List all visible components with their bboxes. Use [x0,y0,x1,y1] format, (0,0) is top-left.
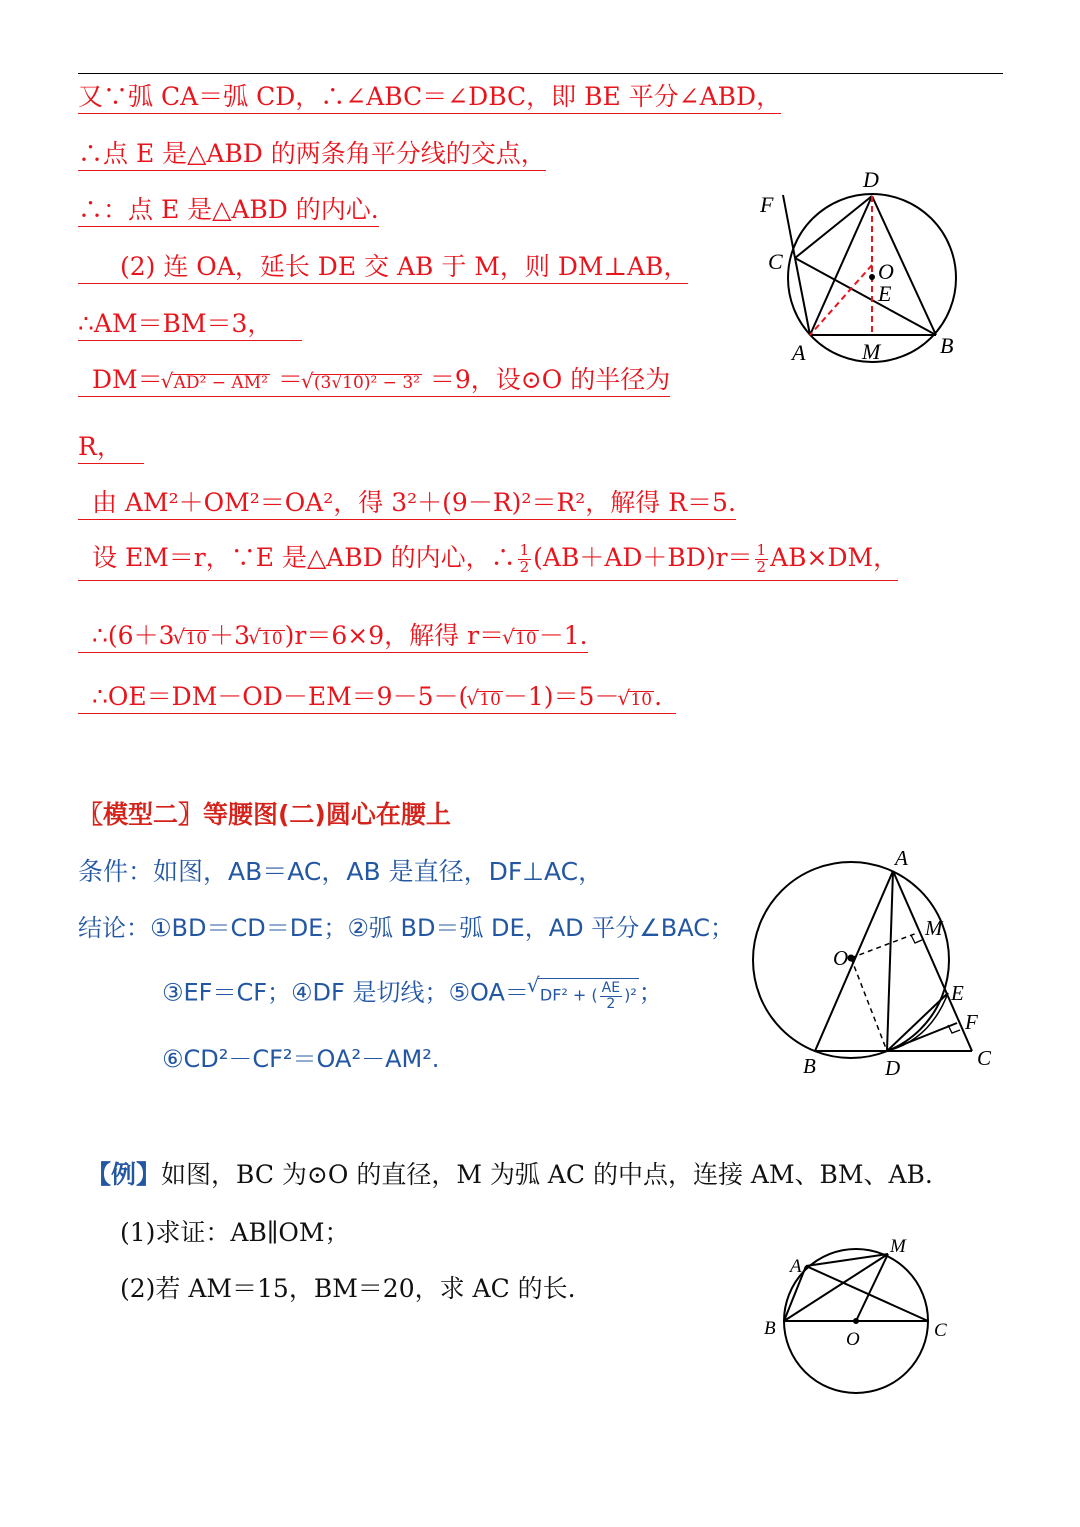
sqrt-3root10: √ (3√10)² − 3² [312,374,422,392]
svg-text:O: O [846,1329,860,1350]
svg-text:O: O [833,946,849,970]
solution-line-8: 由 AM²＋OM²＝OA²，得 3²＋(9－R)²＝R²，解得 R＝5. [78,490,736,520]
svg-text:C: C [768,249,783,274]
solution-line-3: ∴：点 E 是△ABD 的内心. [78,197,379,227]
svg-text:C: C [934,1320,947,1341]
figure-1-incircle-diagram [750,165,980,375]
svg-text:F: F [965,1010,978,1034]
example-tag: 【例】 [86,1160,162,1189]
sqrt-10-e: √ 10 [628,691,654,709]
sqrt-10-c: √ 10 [513,630,539,648]
svg-text:B: B [803,1054,816,1078]
solution-line-11: ∴OE＝DM－OD－EM＝9－5－(√ 10－1)＝5－√ 10. [78,684,676,714]
svg-text:E: E [878,281,892,306]
svg-text:E: E [951,981,964,1005]
svg-text:A: A [792,340,806,365]
figure-3-diameter-diagram [760,1230,960,1405]
model2-conditions: 条件：如图，AB＝AC，AB 是直径，DF⊥AC， [78,857,604,886]
sqrt-df-ae: √ DF² + ( $\frac{AE}{2}$ )² [538,978,639,1011]
example-question-2: (2)若 AM＝15，BM＝20，求 AC 的长. [120,1274,576,1303]
svg-text:F: F [760,192,774,217]
svg-text:A: A [790,1256,802,1277]
sqrt-10-b: √ 10 [259,630,285,648]
solution-line-7: R， [78,434,144,464]
sqrt-ad-am: √ AD² − AM² [172,374,270,392]
top-rule [78,73,1003,74]
fraction-half-1: $\frac{1}{2}$ [519,541,530,576]
svg-text:O: O [878,259,894,284]
svg-text:D: D [885,1056,901,1080]
svg-text:M: M [925,916,943,940]
svg-text:D: D [863,167,879,192]
svg-text:C: C [977,1046,992,1070]
solution-line-9: 设 EM＝r，∵E 是△ABD 的内心，∴ $\frac{1}{2}$ (AB＋AD＋BD)r＝ $\frac{1}{2}$ AB×DM， [78,543,898,581]
sqrt-10-a: √ 10 [183,630,209,648]
svg-text:B: B [764,1318,776,1339]
solution-line-4: (2) 连 OA，延长 DE 交 AB 于 M，则 DM⊥AB， [78,254,688,284]
svg-text:A: A [895,846,908,870]
solution-line-6: DM＝√ AD² − AM² ＝√ (3√10)² − 3² ＝9，设⊙O 的半径为 [78,367,670,397]
fraction-half-2: $\frac{1}{2}$ [756,541,767,576]
model2-conclusion-2: ③EF＝CF；④DF 是切线；⑤OA＝√ DF² + ( $\frac{AE}{2}$ )²； [162,978,663,1011]
model2-conclusion-1: 结论：①BD＝CD＝DE；②弧 BD＝弧 DE，AD 平分∠BAC； [78,914,734,942]
solution-line-10: ∴(6＋3√ 10＋3√ 10)r＝6×9，解得 r＝√ 10－1. [78,623,588,653]
sqrt-10-d: √ 10 [477,691,503,709]
svg-text:B: B [940,333,954,358]
svg-text:M: M [890,1236,906,1257]
svg-text:M: M [862,339,881,364]
example-question-1: (1)求证：AB∥OM； [120,1218,350,1247]
solution-line-1: 又∵弧 CA＝弧 CD，∴∠ABC＝∠DBC，即 BE 平分∠ABD， [78,84,781,114]
example-statement: 【例】如图，BC 为⊙O 的直径，M 为弧 AC 的中点，连接 AM、BM、AB. [86,1160,933,1189]
solution-line-5: ∴AM＝BM＝3， [78,311,302,341]
solution-line-2: ∴点 E 是△ABD 的两条角平分线的交点， [78,141,546,171]
model2-heading: 〖模型二〗等腰图(二)圆心在腰上 [78,800,451,829]
figure-2-isosceles-diagram [745,845,1005,1085]
model2-conclusion-3: ⑥CD²－CF²＝OA²－AM². [162,1045,440,1073]
